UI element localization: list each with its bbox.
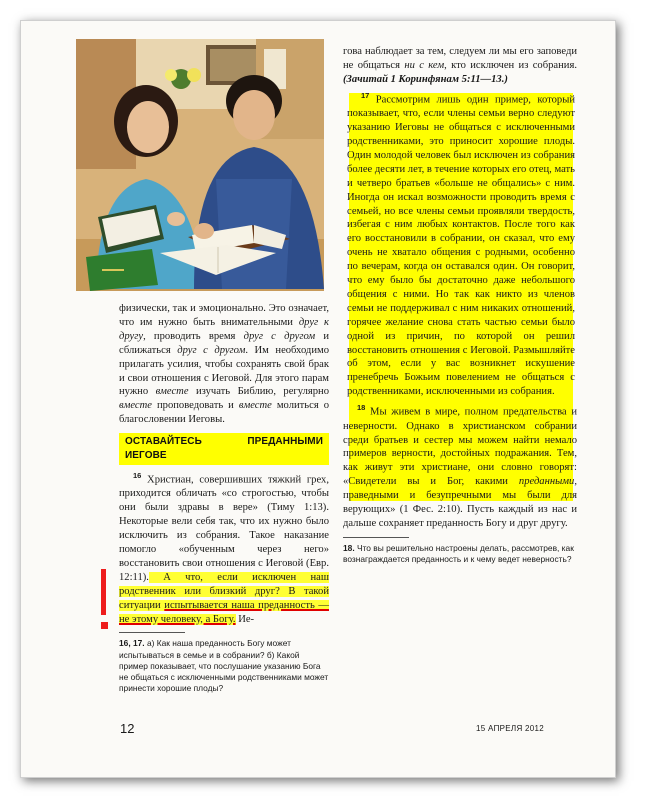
continued-italic: ни с кем — [404, 59, 445, 71]
paragraph-16-highlight: А что, если исключен наш родственник или близкий друг? В такой ситуации — [119, 571, 329, 611]
paragraph-18 — [343, 401, 577, 531]
paragraph-17 — [343, 87, 577, 399]
paragraph-16 — [119, 469, 329, 627]
couple-reading-bible-photo — [76, 39, 324, 291]
study-question-18 — [343, 543, 577, 565]
continued-paragraph-right — [343, 45, 577, 87]
paragraph-18-italic: преданными — [518, 476, 575, 488]
paragraph-16-text: Христиан, совершивших тяжкий грех, приходится обличать «со строгостью, чтобы они были здравы в вере» (Тиму 1:13). Некоторые вели себя так, что их нужно было исключить из собрания. Такое наказание помогло «обученным через него» восстановить свои отношения с Иеговой (Евр. 12:11). — [119, 474, 329, 583]
emphasis-run: друг с другом — [243, 330, 316, 342]
text-run: , проводить время — [143, 330, 244, 342]
issue-date: 15 АПРЕЛЯ 2012 — [476, 724, 545, 733]
paragraph-number-18: 18 — [357, 403, 366, 413]
text-run: и сближаться — [119, 330, 329, 356]
continued-text-2: , кто исключен из собрания. — [444, 59, 577, 71]
section-heading: ОСТАВАЙТЕСЬ ПРЕДАННЫМИ ИЕГОВЕ — [119, 433, 329, 465]
continued-text: гова наблюдает за тем, следуем ли мы его заповеди не общаться — [343, 46, 577, 71]
paragraph-number-17: 17 — [361, 90, 370, 100]
emphasis-run: вместе — [119, 400, 152, 412]
emphasis-run: друг к другу — [119, 316, 329, 342]
text-run: . Им необходимо прилагать усилия, чтобы сохранять свой брак и свои отношения с Иеговой. Для этого парам нужно — [119, 344, 329, 398]
paragraph-18-text-b: , праведными и безупречными мы были для верующих» (1 Фес. 2:10). Пусть каждый из нас и дальше сохраняет преданность Богу и друг другу. — [343, 476, 577, 529]
question-text: а) Как наша преданность Богу может испытываться в семье и в собрании? б) Какой пример показывает, что послушание указанию Бога не общаться с исключенными родственниками может принести хорошие плоды? — [119, 638, 329, 694]
question-number: 16, 17. — [119, 638, 145, 649]
paragraph-16-end: Ие- — [235, 613, 255, 625]
text-run: молиться о благословении Иеговы. — [119, 400, 329, 426]
emphasis-run: вместе — [155, 386, 189, 398]
paragraph-number-16: 16 — [133, 470, 142, 480]
emphasis-run: вместе — [238, 400, 272, 412]
paragraph-17-text: Рассмотрим лишь один пример, который показывает, что, если члены семьи верно следуют указанию Иеговы не общаться с исключенными родственниками, это приносит хорошие плоды. Один молодой человек был исключен из собрания более десяти лет, в течение которых его отец, мать и четверо братьев «больше не общались» с ним. Иногда он искал возможности проводить время с семьей, но все члены семьи проявляли твердость, избегая с ним любых контактов. После того как его восстановили в собрании, он сказал, что ему очень не хватало общения с родными, особенно по вечерам, когда он оставался один. Он говорит, что ему было бы достаточно даже небольшого общения с ними. Но так как никто из членов семьи не поддерживал с ним никаких отношений, горячее желание снова стать частью семьи было одной из причин, по которой он решил восстановить отношения с Иеговой. Размышляйте об этом, если у вас возникнет искушение пренебречь Божьим повелением не общаться с родственниками, исключенными из собрания. — [347, 94, 575, 398]
question-text-18: Что вы решительно настроены делать, рассмотрев, как вознаграждается преданность и к чему ведет неверность? — [343, 542, 574, 565]
question-separator-right — [343, 537, 409, 538]
paragraph-16-underlined: испытывается наша преданность — не этому человеку, а Богу. — [119, 599, 329, 625]
question-separator — [119, 632, 185, 633]
emphasis-run: друг с другом — [177, 344, 246, 356]
red-marker-stroke — [101, 569, 106, 615]
text-run: проповедовать и — [151, 400, 239, 412]
paragraph-18-text-a: Мы живем в мире, полном предательства и неверности. Однако в христианском собрании среди братьев и сестер мы можем найти немало примеров верности, достойных подражания. Тем, как живут эти христиане, они словно говорят: «Свидетели вы и Бог, какими — [343, 406, 577, 488]
text-run: изучать Библию, регулярно — [188, 386, 329, 398]
study-questions-16-17 — [119, 638, 329, 694]
continued-paragraph — [119, 302, 329, 427]
text-run: физически, так и эмоционально. Это означает, что им нужно быть внимательными — [119, 303, 329, 328]
red-marker-dot — [101, 622, 108, 629]
magazine-page — [20, 20, 616, 778]
right-text-column — [343, 45, 577, 565]
left-text-column — [119, 302, 329, 694]
page-number: 12 — [120, 721, 135, 736]
scripture-reference: (Зачитай 1 Коринфянам 5:11—13.) — [343, 73, 508, 85]
question-number-18: 18. — [343, 542, 355, 553]
